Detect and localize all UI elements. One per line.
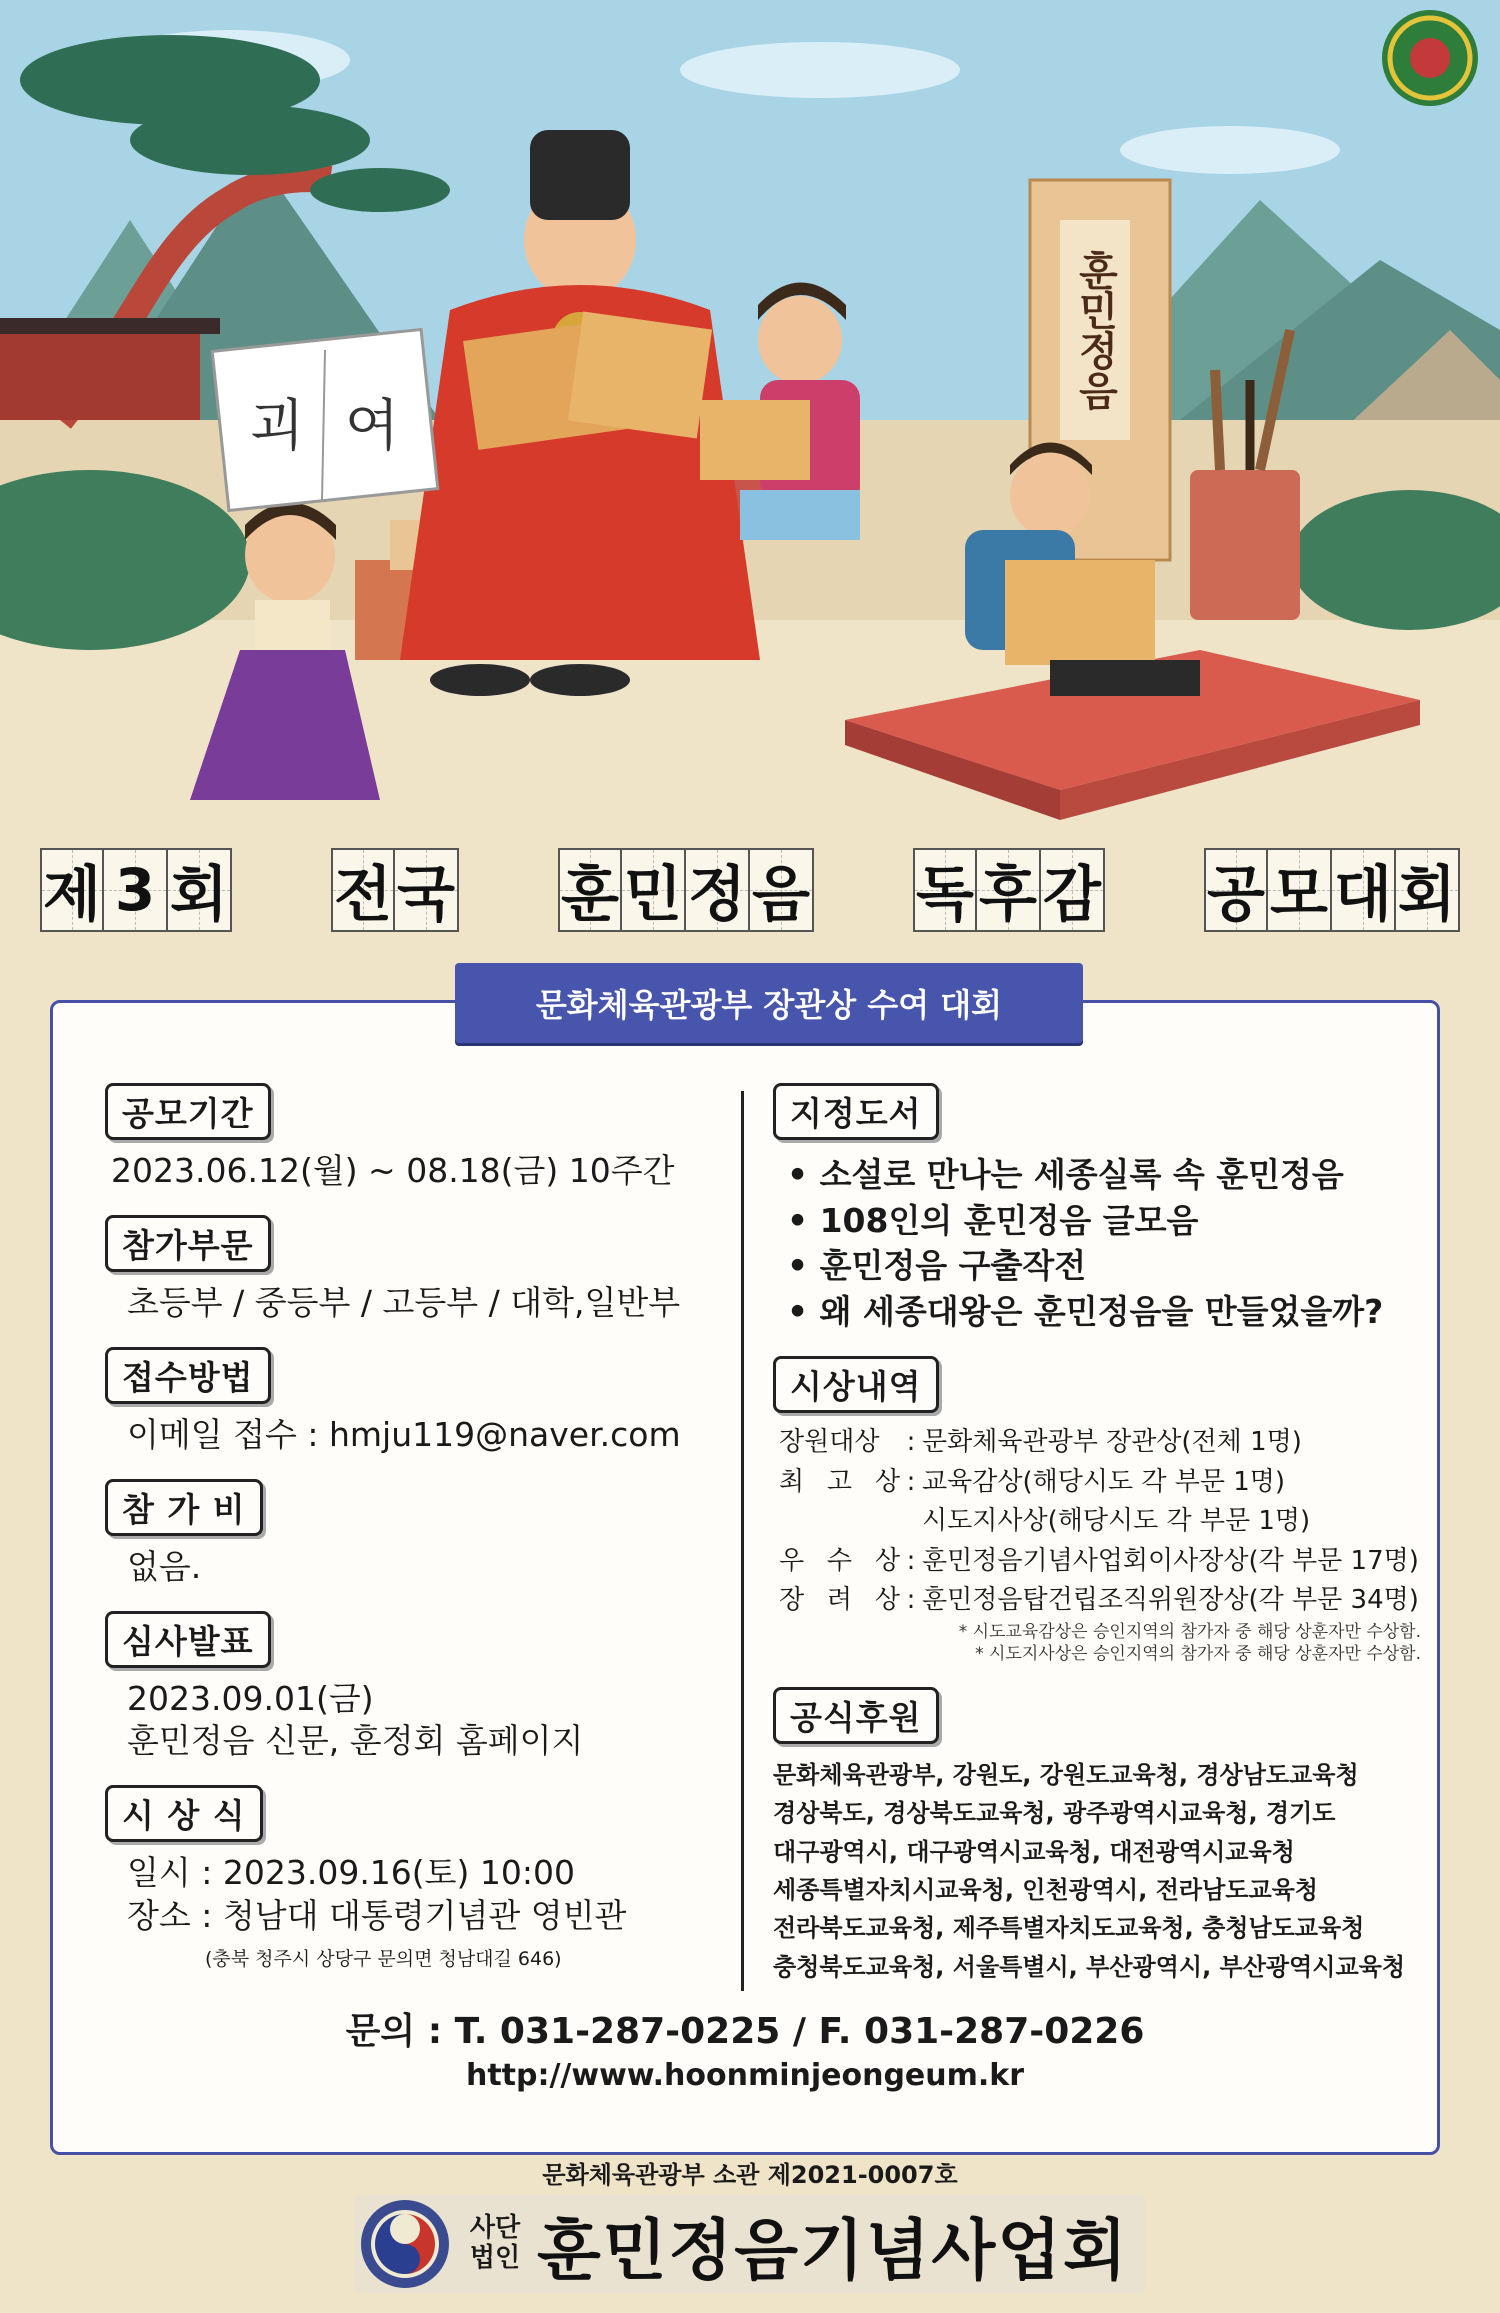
contact-info [53, 2003, 1437, 2093]
title-char [40, 848, 104, 932]
book-item: • 왜 세종대왕은 훈민정음을 만들었을까? [773, 1289, 1433, 1335]
title-word [40, 848, 232, 932]
award-row: 장 려 상 : 훈민정음탑건립조직위원장상(각 부문 34명) [773, 1581, 1433, 1621]
sponsor-line: 경상북도, 경상북도교육청, 광주광역시교육청, 경기도 [773, 1799, 1336, 1828]
fee-value: 없음. [127, 1546, 202, 1586]
title-char-text: 훈 [561, 860, 619, 930]
org-prefix-1: 사단 [469, 2213, 521, 2244]
books-label: 지정도서 [773, 1083, 939, 1140]
right-column [773, 1083, 1433, 2008]
sponsor-list [773, 1756, 1433, 1986]
info-card [50, 986, 1440, 2155]
award-key: 장원대상 [779, 1427, 880, 1458]
book-spine-text: 훈민정음 [1072, 250, 1118, 410]
title-char [395, 848, 459, 932]
left-column [105, 1083, 725, 1993]
org-prefix-2: 법인 [469, 2243, 521, 2273]
award-row: 우 수 상 : 훈민정음기념사업회이사장상(각 부문 17명) [773, 1542, 1433, 1582]
section-sponsors [773, 1687, 1433, 1986]
title-word [913, 848, 1105, 932]
sponsor-label: 공식후원 [773, 1687, 939, 1744]
title-char [686, 848, 750, 932]
award-row: 최 고 상 : 교육감상(해당시도 각 부문 1명) [773, 1463, 1433, 1503]
title-char-text: 회 [170, 860, 228, 930]
hero-illustration [0, 0, 1500, 830]
ceremony-when: 일시 : 2023.09.16(토) 10:00 [127, 1853, 576, 1893]
section-fee [105, 1479, 725, 1589]
seal-icon [359, 2198, 451, 2290]
award-list [773, 1423, 1433, 1665]
title-char [331, 848, 395, 932]
title-word [331, 848, 459, 932]
title-char-text: 공 [1207, 860, 1265, 930]
section-period [105, 1083, 725, 1193]
title-char [558, 848, 622, 932]
submit-value: 이메일 접수 : hmju119@naver.com [127, 1414, 681, 1454]
title-char [977, 848, 1041, 932]
org-prefix [465, 2214, 525, 2274]
review-date: 2023.09.01(금) [127, 1678, 374, 1718]
award-key: 최 고 상 [779, 1466, 900, 1497]
title-char [1041, 848, 1105, 932]
title-char [750, 848, 814, 932]
title-word [558, 848, 814, 932]
title-char [104, 848, 168, 932]
award-key [773, 1502, 900, 1542]
title-char-text: 회 [1398, 860, 1456, 930]
title-char-text: 독 [916, 860, 974, 930]
sponsor-line: 문화체육관광부, 강원도, 강원도교육청, 경상남도교육청 [773, 1760, 1359, 1789]
section-review [105, 1611, 725, 1764]
book-char-1: 괴 [250, 394, 305, 459]
title-char-text: 제 [43, 860, 101, 930]
award-key: 장 려 상 [779, 1585, 900, 1616]
title-char-text: 모 [1270, 860, 1328, 930]
section-books [773, 1083, 1433, 1334]
period-label: 공모기간 [105, 1083, 271, 1140]
title-char [913, 848, 977, 932]
award-row: 장원대상 : 문화체육관광부 장관상(전체 1명) [773, 1423, 1433, 1463]
division-label: 참가부문 [105, 1215, 271, 1272]
review-label: 심사발표 [105, 1611, 271, 1668]
award-value: 훈민정음탑건립조직위원장상(각 부문 34명) [922, 1585, 1419, 1616]
ceremony-address: (충북 청주시 상당구 문의면 청남대길 646) [205, 1948, 562, 1971]
submit-label: 접수방법 [105, 1347, 271, 1404]
title-char-text: 전 [334, 860, 392, 930]
title-word [1204, 848, 1460, 932]
title-char-text: 음 [752, 860, 810, 930]
emblem-icon [1382, 10, 1478, 106]
ceremony-label: 시 상 식 [105, 1785, 263, 1842]
section-ceremony [105, 1785, 725, 1971]
title-char [1268, 848, 1332, 932]
column-divider [741, 1091, 744, 1991]
award-key: 우 수 상 [779, 1545, 900, 1576]
division-value: 초등부 / 중등부 / 고등부 / 대학,일반부 [127, 1282, 681, 1322]
book-char-2: 여 [345, 394, 400, 459]
title-char-text: 민 [624, 860, 682, 930]
review-where: 훈민정음 신문, 훈정회 홈페이지 [127, 1721, 584, 1761]
title-char [168, 848, 232, 932]
book-item: • 108인의 훈민정음 글모음 [773, 1198, 1433, 1244]
sponsor-line: 전라북도교육청, 제주특별자치도교육청, 충청남도교육청 [773, 1914, 1365, 1943]
title-char [1204, 848, 1268, 932]
event-title [40, 845, 1460, 935]
book-list [773, 1152, 1433, 1334]
title-char-text: 국 [397, 860, 455, 930]
title-char-text: 3 [114, 856, 156, 924]
award-note: * 시도교육감상은 승인지역의 참가자 중 해당 상훈자만 수상함. [958, 1621, 1421, 1642]
section-submit [105, 1347, 725, 1457]
sponsor-line: 세종특별자치시교육청, 인천광역시, 전라남도교육청 [773, 1876, 1318, 1905]
period-value: 2023.06.12(월) ~ 08.18(금) 10주간 [111, 1151, 675, 1190]
title-char [1396, 848, 1460, 932]
book-item: • 훈민정음 구출작전 [773, 1243, 1433, 1289]
ceremony-place: 장소 : 청남대 대통령기념관 영빈관 [127, 1896, 627, 1936]
award-note: * 시도지사상은 승인지역의 참가자 중 해당 상훈자만 수상함. [975, 1643, 1421, 1664]
section-division [105, 1215, 725, 1325]
title-char-text: 감 [1043, 860, 1101, 930]
awards-label: 시상내역 [773, 1356, 939, 1413]
title-char [622, 848, 686, 932]
title-char-text: 후 [979, 860, 1037, 930]
organization-name: 훈민정음기념사업회 [537, 2211, 1129, 2289]
registration-number: 문화체육관광부 소관 제2021-0007호 [542, 2161, 958, 2189]
title-char-text: 정 [688, 860, 746, 930]
contact-phone: 문의 : T. 031-287-0225 / F. 031-287-0226 [345, 2011, 1145, 2052]
title-char [1332, 848, 1396, 932]
award-value: 문화체육관광부 장관상(전체 1명) [922, 1427, 1302, 1458]
sponsor-line: 대구광역시, 대구광역시교육청, 대전광역시교육청 [773, 1837, 1295, 1866]
award-value: 훈민정음기념사업회이사장상(각 부문 17명) [922, 1545, 1419, 1576]
organization-footer [355, 2195, 1145, 2293]
website-link[interactable]: http://www.hoonminjeongeum.kr [465, 2058, 1025, 2093]
sponsor-line: 충청북도교육청, 서울특별시, 부산광역시, 부산광역시교육청 [773, 1952, 1406, 1981]
title-char-text: 대 [1334, 860, 1392, 930]
award-value: 교육감상(해당시도 각 부문 1명) [922, 1466, 1286, 1497]
section-awards [773, 1356, 1433, 1665]
book-item: • 소설로 만나는 세종실록 속 훈민정음 [773, 1152, 1433, 1198]
fee-label: 참 가 비 [105, 1479, 263, 1536]
award-banner: 문화체육관광부 장관상 수여 대회 [455, 963, 1083, 1043]
award-row [773, 1502, 1433, 1542]
award-value: 시도지사상(해당시도 각 부문 1명) [922, 1506, 1311, 1537]
